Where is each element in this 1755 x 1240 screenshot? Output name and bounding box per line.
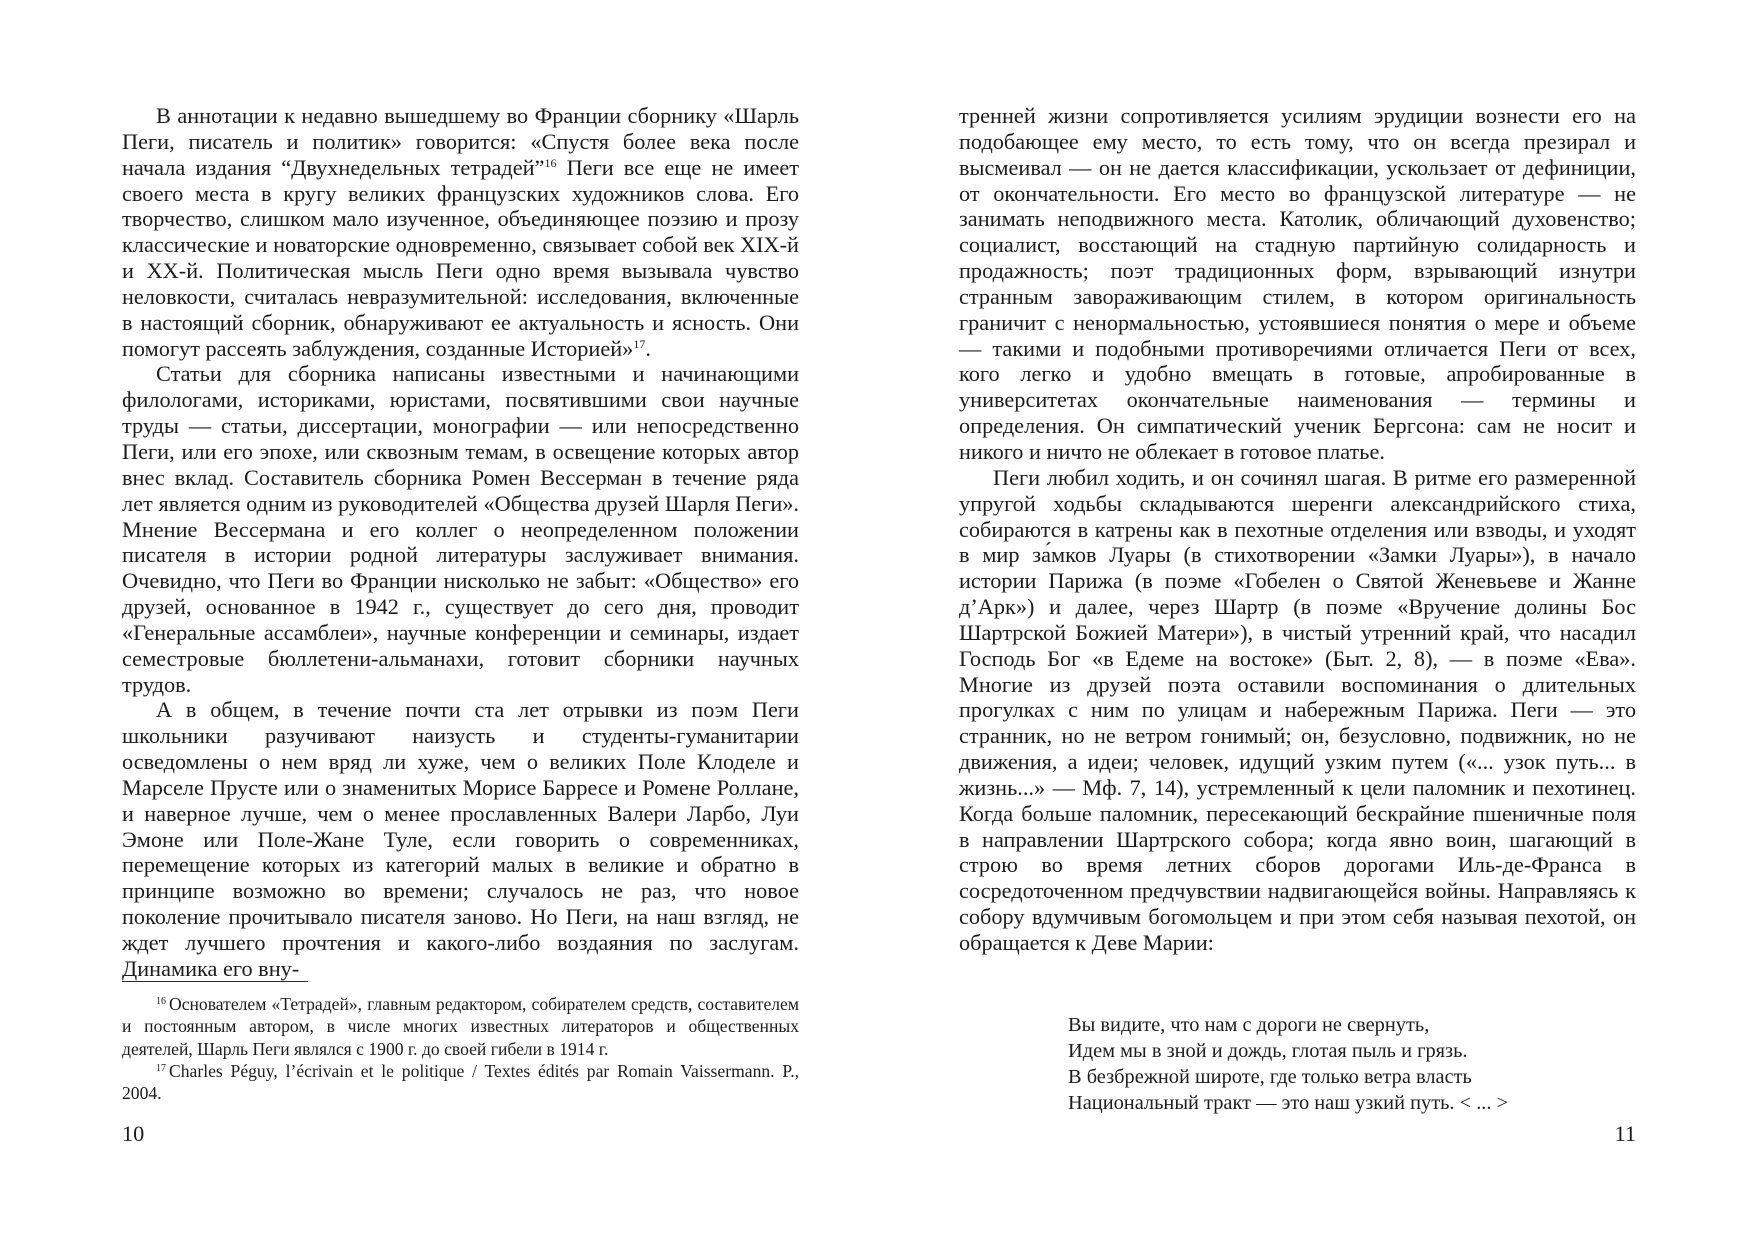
paragraph: В аннотации к недавно вышедшему во Франции сборнику «Шарль Пеги, писатель и политик» говорится: «Спустя более века после начала издания “Двухнедельных тетрадей”$^{16}$ Пеги все еще не имеет своего места в кругу великих французских художников слова. Его творчество, слишком мало изученное, объединяющее поэзию и прозу классические и новаторские одновременно, связывает собой век XIX-й и XX-й. Политическая мысль Пеги одно время вызывала чувство неловкости, считалась невразумительной: исследования, включенные в настоящий сборник, обнаруживают ее актуальность и ясность. Они помогут рассеять заблуждения, созданные Историей»$^{17}$. (122, 103, 799, 361)
left-page (0, 0, 877, 1240)
footnote-16: $^{16}$ Основателем «Тетрадей», главным редактором, собирателем средств, составителем и постоянным автором, в числе многих известных литераторов и общественных деятелей, Шарль Пеги являлся с 1900 г. до своей гибели в 1914 г. (122, 994, 799, 1059)
footnote-ref-16[interactable]: 16 (544, 155, 557, 170)
verse-line: В безбрежной широте, где только ветра власть (1068, 1065, 1472, 1088)
left-text-block (122, 103, 799, 982)
footnote-ref-17[interactable]: 17 (633, 336, 646, 351)
footnote-17: $^{17}$ Charles Péguy, l’écrivain et le politique / Textes édités par Romain Vaissermann. P., 2004. (122, 1060, 799, 1104)
verse-line: Национальный тракт — это наш узкий путь. < ... > (1068, 1091, 1509, 1114)
paragraph: Статьи для сборника написаны известными и начинающими филологами, историками, юристами, посвятившими свои научные труды — статьи, диссертации, монографии — или непосредственно Пеги, или его эпохе, или сквозным темам, в освещение которых автор внес вклад. Составитель сборника Ромен Вессерман в течение ряда лет является одним из руководителей «Общества друзей Шарля Пеги». Мнение Вессермана и его коллег о неопределенном положении писателя в истории родной литературы заслуживает внимания. Очевидно, что Пеги во Франции нисколько не забыт: «Общество» его друзей, основанное в 1942 г., существует до сего дня, проводит «Генеральные ассамблеи», научные конференции и семинары, издает семестровые бюллетени-альманахи, готовит сборники научных трудов. (122, 361, 799, 697)
page-number: 11 (1614, 1121, 1636, 1146)
paragraph: Пеги любил ходить, и он сочинял шагая. В ритме его размеренной упругой ходьбы складываются шеренги александрийского стиха, собираются в катрены как в пехотные отделения или взводы, и уходят в мир за́мков Луары (в стихотворении «Замки Луары»), в начало истории Парижа (в поэме «Гобелен о Святой Женевьеве и Жанне д’Арк») и далее, через Шартр (в поэме «Вручение долины Бос Шартрской Божией Матери»), в чистый утренний край, что насадил Господь Бог «в Едеме на востоке» (Быт. 2, 8), — в поэме «Ева». Многие из друзей поэта оставили воспоминания о длительных прогулках с ним по улицам и набережным Парижа. Пеги — это странник, но не ветром гонимый; он, безусловно, подвижник, но не движения, а идеи; человек, идущий узким путем («... узок путь... в жизнь...» — Мф. 7, 14), устремленный к цели паломник и пехотинец. Когда больше паломник, пересекающий бескрайние пшеничные поля в направлении Шартрского собора; когда явно воин, шагающий в строю во время летних сборов дорогами Иль-де-Франса в сосредоточенном предчувствии надвигающейся войны. Направляясь к собору вдумчивым богомольцем и при этом себя называя пехотой, он обращается к Деве Марии: (959, 464, 1636, 955)
right-text-block (959, 103, 1636, 956)
footnote-divider (122, 981, 308, 982)
paragraph: тренней жизни сопротивляется усилиям эрудиции вознести его на подобающее ему место, то есть тому, что он всегда презирал и высмеивал — он не дается классификации, ускользает от дефиниции, от окончательности. Его место во французской литературе — не занимать неподвижного места. Католик, обличающий духовенство; социалист, восстающий на стадную партийную солидарность и продажность; поэт традиционных форм, взрывающий изнутри странным завораживающим стилем, в котором оригинальность граничит с ненормальностью, устоявшиеся понятия о мере и объеме — такими и подобными противоречиями отличается Пеги от всех, кого легко и удобно вмещать в готовые, апробированные в университетах окончательные наименования — термины и определения. Он симпатический ученик Бергсона: сам не носит и никого и ничто не облекает в готовое платье. (959, 103, 1636, 464)
page-number: 10 (122, 1121, 145, 1146)
paragraph: А в общем, в течение почти ста лет отрывки из поэм Пеги школьники разучивают наизусть и студенты-гуманитарии осведомлены о нем вряд ли хуже, чем о великих Поле Клоделе и Марселе Прусте или о знаменитых Морисе Барресе и Ромене Роллане, и наверное лучше, чем о менее прославленных Валери Ларбо, Луи Эмоне или Поле-Жане Туле, если говорить о современниках, перемещение которых из категорий малых в великие и обратно в принципе возможно во времени; случалось не раз, что новое поколение прочитывало писателя заново. Но Пеги, на наш взгляд, не ждет лучшего прочтения и какого-либо воздаяния по заслугам. Динамика его вну- (122, 697, 799, 981)
verse-quote (1068, 1013, 1588, 1117)
footnotes (122, 993, 799, 1104)
verse-line: Идем мы в зной и дождь, глотая пыль и грязь. (1068, 1039, 1468, 1062)
verse-line: Вы видите, что нам с дороги не свернуть, (1068, 1014, 1430, 1036)
right-page (877, 0, 1755, 1240)
